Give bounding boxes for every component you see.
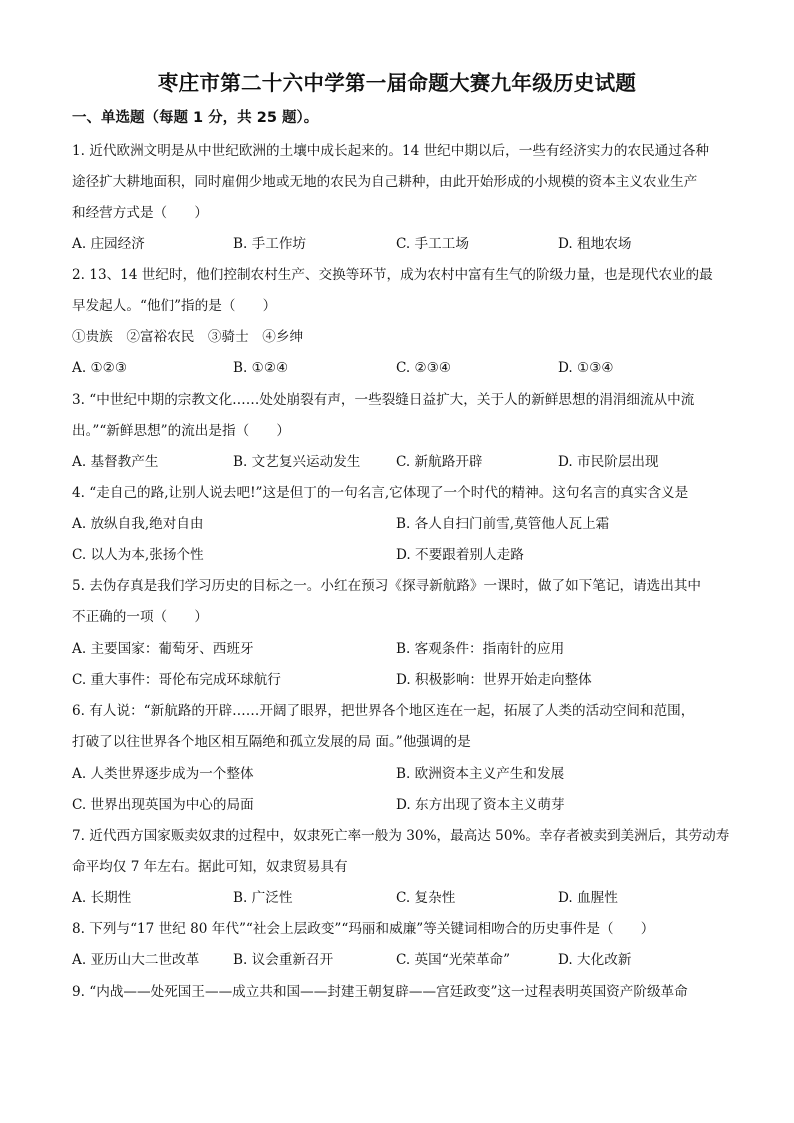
question-3-line-2: 出。”“新鲜思想”的流出是指（ ） bbox=[72, 423, 290, 439]
question-8-line-1: 8. 下列与“17 世纪 80 年代”“社会上层政变”“玛丽和威廉”等关键词相吻合的历史事件是（ ） bbox=[72, 921, 655, 937]
question-8-option-a: A. 亚历山大二世改革 bbox=[72, 952, 200, 968]
question-5-option-a: A. 主要国家：葡萄牙、西班牙 bbox=[72, 641, 254, 657]
question-6-line-1: 6. 有人说：“新航路的开辟……开阔了眼界，把世界各个地区连在一起，拓展了人类的活动空间和范围， bbox=[72, 703, 695, 719]
question-9-line-1: 9. “内战——处死国王——成立共和国——封建王朝复辟——宫廷政变”这一过程表明英国资产阶级革命 bbox=[72, 984, 688, 1000]
question-4-option-a: A. 放纵自我,绝对自由 bbox=[72, 516, 204, 532]
question-1-line-1: 1. 近代欧洲文明是从中世纪欧洲的土壤中成长起来的。14 世纪中期以后，一些有经济实力的农民通过各种 bbox=[72, 143, 710, 159]
question-1-option-d: D. 租地农场 bbox=[558, 236, 632, 252]
question-6-option-b: B. 欧洲资本主义产生和发展 bbox=[396, 766, 565, 782]
question-2-line-3: ①贵族 ②富裕农民 ③骑士 ④乡绅 bbox=[72, 329, 304, 345]
question-6-option-c: C. 世界出现英国为中心的局面 bbox=[72, 797, 254, 813]
question-6-line-2: 打破了以往世界各个地区相互隔绝和孤立发展的局 面。”他强调的是 bbox=[72, 734, 471, 750]
question-5-option-b: B. 客观条件：指南针的应用 bbox=[396, 641, 565, 657]
question-2-option-d: D. ①③④ bbox=[558, 360, 614, 376]
question-7-option-b: B. 广泛性 bbox=[233, 890, 293, 906]
question-4-option-d: D. 不要跟着别人走路 bbox=[396, 547, 524, 563]
question-7-option-c: C. 复杂性 bbox=[396, 890, 456, 906]
question-2-option-b: B. ①②④ bbox=[233, 360, 289, 376]
question-3-line-1: 3. “中世纪中期的宗教文化……处处崩裂有声，一些裂缝日益扩大，关于人的新鲜思想的涓涓细流从中流 bbox=[72, 392, 695, 408]
question-7-line-1: 7. 近代西方国家贩卖奴隶的过程中，奴隶死亡率一般为 30%，最高达 50%。幸存者被卖到美洲后，其劳动寿 bbox=[72, 828, 730, 844]
question-2-line-1: 2. 13、14 世纪时，他们控制农村生产、交换等环节，成为农村中富有生气的阶级力量，也是现代农业的最 bbox=[72, 267, 713, 283]
question-1-option-a: A. 庄园经济 bbox=[72, 236, 145, 252]
question-1-option-c: C. 手工工场 bbox=[396, 236, 469, 252]
section-heading: 一、单选题（每题 1 分，共 25 题）。 bbox=[72, 110, 319, 126]
question-3-option-c: C. 新航路开辟 bbox=[396, 454, 483, 470]
question-4-option-b: B. 各人自扫门前雪,莫管他人瓦上霜 bbox=[396, 516, 610, 532]
question-7-line-2: 命平均仅 7 年左右。据此可知，奴隶贸易具有 bbox=[72, 859, 348, 875]
question-6-option-a: A. 人类世界逐步成为一个整体 bbox=[72, 766, 254, 782]
question-6-option-d: D. 东方出现了资本主义萌芽 bbox=[396, 797, 565, 813]
question-3-option-b: B. 文艺复兴运动发生 bbox=[233, 454, 361, 470]
question-3-option-a: A. 基督教产生 bbox=[72, 454, 159, 470]
question-8-option-b: B. 议会重新召开 bbox=[233, 952, 334, 968]
question-8-option-c: C. 英国“光荣革命” bbox=[396, 952, 511, 968]
page-title: 枣庄市第二十六中学第一届命题大赛九年级历史试题 bbox=[157, 71, 637, 95]
question-2-line-2: 早发起人。“他们”指的是（ ） bbox=[72, 298, 277, 314]
question-4-line-1: 4. “走自己的路,让别人说去吧!”这是但丁的一句名言,它体现了一个时代的精神。这句名言的真实含义是 bbox=[72, 485, 689, 501]
question-8-option-d: D. 大化改新 bbox=[558, 952, 632, 968]
question-7-option-a: A. 长期性 bbox=[72, 890, 132, 906]
question-2-option-a: A. ①②③ bbox=[72, 360, 128, 376]
question-1-line-3: 和经营方式是（ ） bbox=[72, 205, 208, 221]
question-5-line-1: 5. 去伪存真是我们学习历史的目标之一。小红在预习《探寻新航路》一课时，做了如下笔记，请选出其中 bbox=[72, 578, 702, 594]
question-5-line-2: 不正确的一项（ ） bbox=[72, 609, 208, 625]
question-7-option-d: D. 血腥性 bbox=[558, 890, 618, 906]
question-5-option-c: C. 重大事件：哥伦布完成环球航行 bbox=[72, 672, 281, 688]
question-4-option-c: C. 以人为本,张扬个性 bbox=[72, 547, 204, 563]
question-1-option-b: B. 手工作坊 bbox=[233, 236, 307, 252]
question-2-option-c: C. ②③④ bbox=[396, 360, 452, 376]
question-3-option-d: D. 市民阶层出现 bbox=[558, 454, 659, 470]
question-1-line-2: 途径扩大耕地面积，同时雇佣少地或无地的农民为自己耕种，由此开始形成的小规模的资本主义农业生产 bbox=[72, 174, 698, 190]
question-5-option-d: D. 积极影响：世界开始走向整体 bbox=[396, 672, 592, 688]
